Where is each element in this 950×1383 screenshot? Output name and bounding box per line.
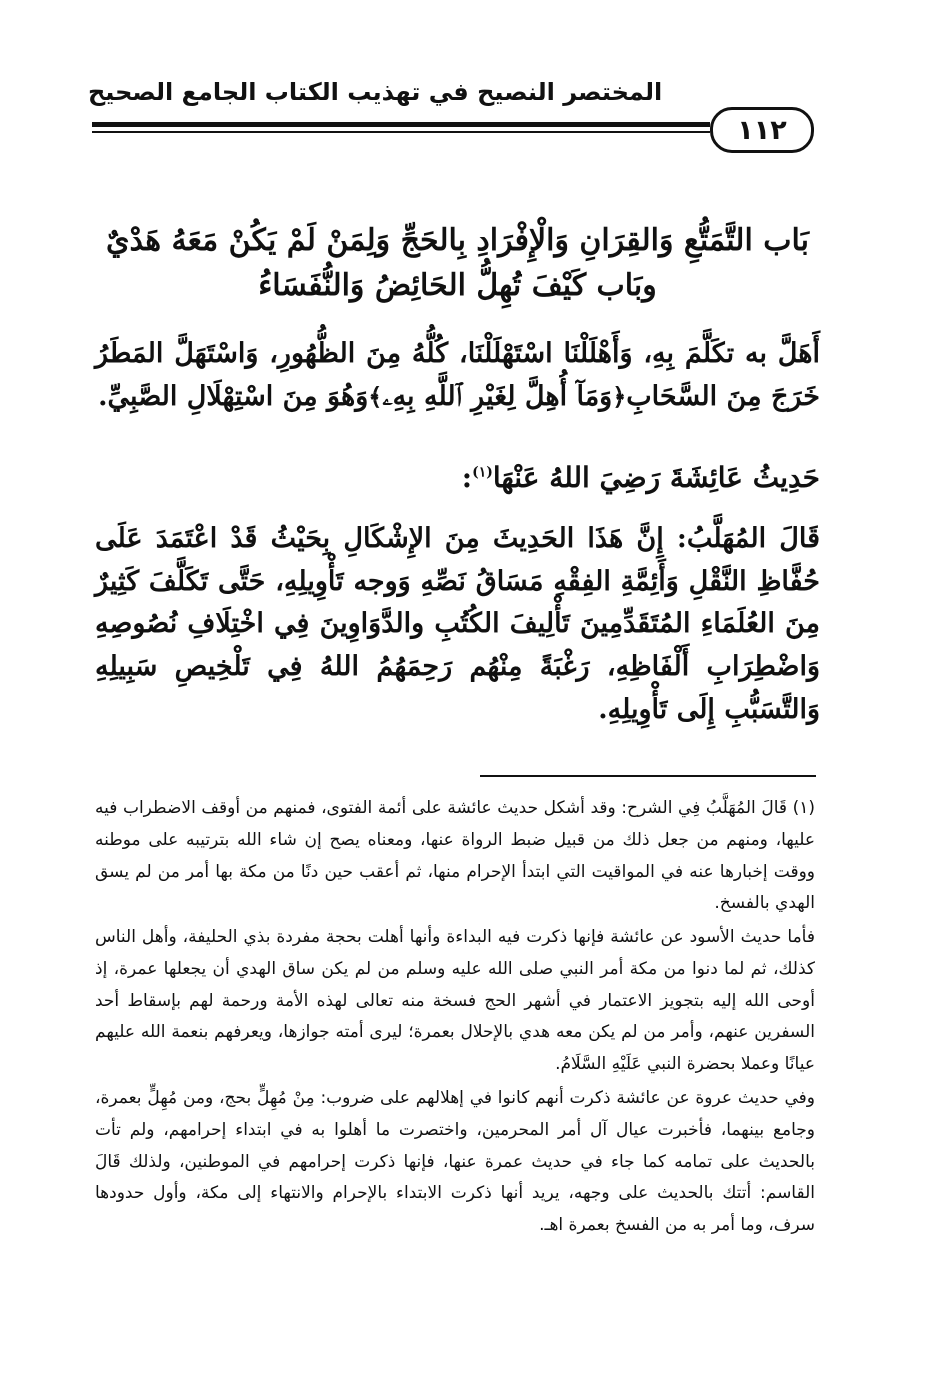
running-title: المختصر النصيح في تهذيب الكتاب الجامع الصحيح [88, 78, 663, 106]
footnote-separator [480, 775, 816, 777]
footnote-paragraph: فأما حديث الأسود عن عائشة فإنها ذكرت فيه البداءة وأنها أهلت بحجة مفردة بذي الحليفة، وأهل الناس كذلك، ثم لما دنوا من مكة أمر النبي صلى الله عليه وسلم من لم يكن ساق الهدي أن يجعلها عمرة، إذ أوحى الله إليه بتجويز الاعتمار في أشهر الحج فسخة منه تعالى لهذه الأمة ورحمة لهم بإسقاط أحد السفرين عنهم، وأمر من لم يكن معه هدي بالإحلال بعمرة؛ ليرى أمته جوازها، ويعرفهم بنعمة الله عليهم عيانًا وعملا بحضرة النبي عَلَيْهِ السَّلَامُ. [95, 927, 815, 1075]
paragraph-text: وَهُوَ مِنَ اسْتِهْلَالِ الصَّبِيِّ. [98, 380, 369, 412]
hadith-heading [95, 458, 820, 497]
footnote-paragraph: وفي حديث عروة عن عائشة ذكرت أنهم كانوا في إهلالهم على ضروب: مِنْ مُهِلٍّ بحج، ومن مُهِلٍّ بعمرة، وجامع بينهما، فأخبرت عيال آل أمر المحرمين، واختصرت ما أهلوا به في ابتداء إحرامهم، ولم تأت بالحديث على تمامه كما جاء في حديث عمرة عنها، فإنها ذكرت إحرامهم في الموطنين، ولذلك قَالَ القاسم: أتتك بالحديث على وجهه، يريد أنها ذكرت الابتداء بالإحرام والانتهاء إلى مكة، وأول حدودها سرف، وما أمر به من الفسخ بعمرة اهـ. [95, 1088, 815, 1236]
quran-quote: وَمَآ أُهِلَّ لِغَيْرِ ٱللَّهِ بِهِۦ [382, 380, 613, 412]
header-rule-thin [92, 131, 710, 133]
footnote-paragraph: (١) قَالَ المُهَلَّبُ فِي الشرح: وقد أشكل حديث عائشة على أئمة الفتوى، فمنهم من أوقف الاضطراب فيه عليها، ومنهم من جعل ذلك من قبيل ضبط الرواة عنها، ومعناه يصح إن شاء الله بترتيبه على موطنه ووقت إخبارها عنه في المواقيت التي ابتدأ الإحرام منها، ثم أعقب حين دنًا من مكة بها أمر من لم يسق الهدي بالفسخ. [95, 798, 815, 914]
footnote-ref: (١) [472, 464, 493, 481]
hadith-heading-text: حَدِيثُ عَائِشَةَ رَضِيَ اللهُ عَنْهَا [492, 461, 820, 494]
quran-close-bracket: ﴾ [368, 381, 383, 411]
footnotes [95, 793, 815, 1244]
page-number: ١١٢ [710, 107, 814, 153]
paragraph-text: أَهَلَّ به تكَلَّمَ بِهِ، وَأَهْلَلْنَا اسْتَهْلَلْنَا، كُلُّهُ مِنَ الظُّهُورِ، وَاسْتَهَلَّ المَطَرُ خَرَجَ مِنَ السَّحَابِ [95, 338, 820, 412]
chapter-title: بَاب التَّمَتُّعِ وَالقِرَانِ وَالْإِفْرَادِ بِالحَجِّ وَلِمَنْ لَمْ يَكُنْ مَعَهُ هَدْيٌ وبَاب كَيْفَ تُهِلُّ الحَائِضُ وَالنُّفَسَاءُ [106, 223, 809, 303]
paragraph-muhallab: قَالَ المُهَلَّبُ: إِنَّ هَذَا الحَدِيثَ مِنَ الإِشْكَالِ بِحَيْثُ قَدْ اعْتَمَدَ عَلَى حُفَّاظِ النَّقْلِ وَأَئِمَّةِ الفِقْهِ مَسَاقُ نَصِّهِ وَوجه تَأْوِيلِهِ، حَتَّى تَكَلَّفَ كَثِيرٌ مِنَ العُلَمَاءِ المُتَقَدِّمِينَ تَأْلِيفَ الكُتُبِ والدَّوَاوِينَ فِي اخْتِلَافِ نُصُوصِهِ وَاضْطِرَابِ أَلْفَاظِهِ، رَغْبَةً مِنْهُم رَحِمَهُمُ اللهُ فِي تَلْخِيصِ سَبِيلِهِ وَالتَّسَبُّبِ إِلَى تَأْوِيلِهِ. [95, 523, 820, 725]
header-rule [92, 122, 710, 127]
hadith-heading-colon: : [461, 461, 473, 494]
quran-open-bracket: ﴿ [612, 381, 627, 411]
paragraph-ahalla [95, 333, 820, 418]
